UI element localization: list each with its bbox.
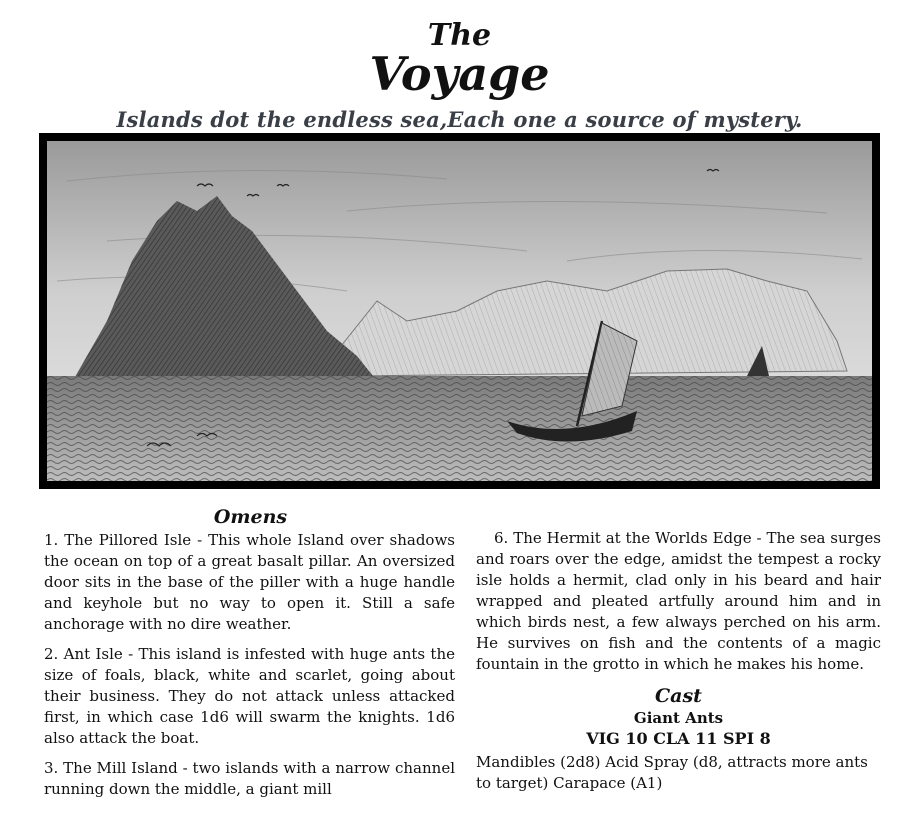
monster-name: Giant Ants (633, 709, 724, 727)
cast-heading: Cast (655, 685, 702, 707)
subtitle: Islands dot the endless sea,Each one a source of mystery. (116, 107, 803, 132)
omen-entry-2: 2. Ant Isle - This island is infested with huge ants the size of foals, black, white and scarlet, going about their business. They do not attack unless attacked first, in which case 1d6 will swarm the knights. 1d6 also attack the boat. (44, 645, 455, 747)
omens-heading: Omens (213, 506, 288, 528)
omen-entry-1: 1. The Pillored Isle - This whole Island over shadows the ocean on top of a great basalt pillar. An oversized door sits in the base of the piller with a huge handle and keyhole but no way to open it. Still a safe anchorage with no dire weather. (44, 531, 455, 633)
engraving-seascape-icon (47, 141, 872, 481)
omens-column-right (476, 528, 881, 794)
omen-entry-3: 3. The Mill Island - two islands with a narrow channel running down the middle, a giant mill (44, 759, 455, 798)
page-title: Voyage (369, 47, 550, 101)
title-small: The (427, 18, 492, 53)
monster-attacks: Mandibles (2d8) Acid Spray (d8, attracts more ants to target) Carapace (A1) (476, 753, 868, 792)
seascape-illustration (47, 141, 872, 481)
monster-stats: VIG 10 CLA 11 SPI 8 (586, 729, 771, 748)
omens-column-left (44, 530, 455, 819)
illustration-frame (39, 133, 880, 489)
omen-entry-6: 6. The Hermit at the Worlds Edge - The sea surges and roars over the edge, amidst the tempest a rocky isle holds a hermit, clad only in his beard and hair wrapped and pleated artfully around him and in which birds nest, a few always perched on his arm. He survives on fish and the contents of a magic fountain in the grotto in which he makes his home. (476, 529, 881, 673)
